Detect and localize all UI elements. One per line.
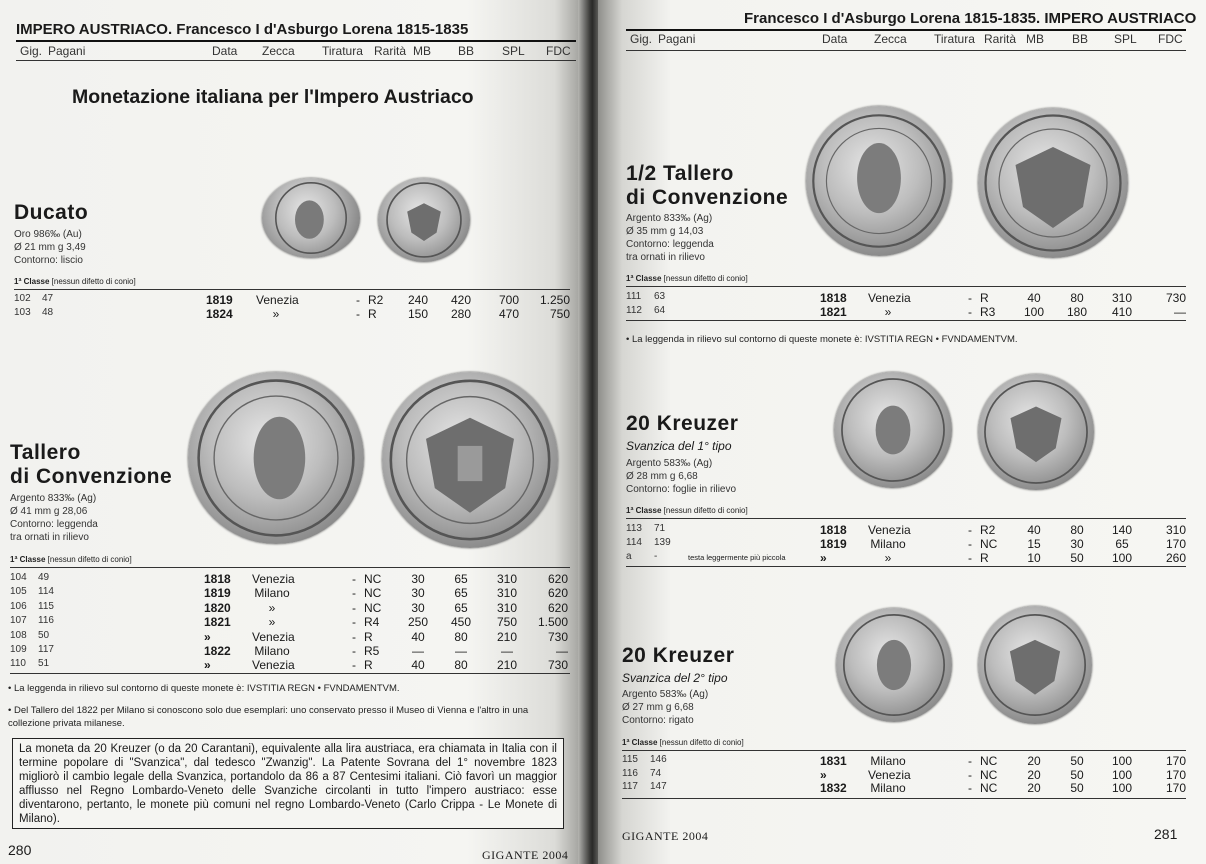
page-number-right: 281 bbox=[1154, 826, 1178, 842]
cell-tir: - bbox=[968, 551, 972, 565]
cell-fdc: 620 bbox=[547, 586, 568, 601]
cell-rar: R bbox=[980, 291, 989, 305]
cell-tir: - bbox=[352, 629, 356, 644]
table-row bbox=[0, 586, 584, 600]
half-tallero-title: 1/2 Tallero di Convenzione bbox=[626, 162, 789, 209]
cell-zecca: Venezia bbox=[868, 523, 911, 537]
cell-zecca: » bbox=[884, 305, 892, 319]
cell-tir: - bbox=[968, 754, 972, 768]
table-row bbox=[0, 293, 584, 307]
cell-mb: 150 bbox=[407, 307, 429, 321]
cell-mb: 20 bbox=[1027, 781, 1041, 795]
kreuzer2-spec: Argento 583‰ (Ag) Ø 27 mm g 6,68 Contorno: rigato bbox=[622, 689, 709, 726]
cell-mb: 40 bbox=[1027, 523, 1041, 537]
left-page: IMPERO AUSTRIACO. Francesco I d'Asburgo Lorena 1815-1835 Gig. Pagani Data Zecca Tiratura Rarità MB BB SPL FDC Monetazione italiana per l'Impero Austriaco Ducato Oro 986‰ (Au) Ø 21 mm g 3,49 Contorno: liscio 1ª Classe [nessun difetto di conio] 102 47 1819 Venezia - R2 240 420 700 1.250 103 48 1824 » - R 150 280 470 750 Tallero di Convenzione Argento 833‰ (Ag) Ø 41 mm g 28,06 Contorno: leggenda tra ornati in rilievo 1ª Classe [nessun difetto di conio] 104 49 1818 Venezia - NC 30 65 310 620 105 114 1819 Milano - NC 30 65 310 620 106 115 1820 » - NC 30 65 310 620 107 116 1821 » - R4 250 450 750 1.500 108 50 » Venezia - R 40 80 210 730 109 117 1822 Milano - R5 — — — — 110 51 » Venezia - R 40 80 210 730 • La leggenda in rilievo sul contorno di queste monete è: IVSTITIA REGN • FVNDAMENTVM. • Del Tallero del 1822 per Milano si conoscono solo due esemplari: uno conservato presso il Museo di Vienna e l'altro in una collezione privata milanese. La moneta da 20 Kreuzer (o da 20 Carantani), equivalente alla lira austriaca, era chiamata in Italia con il termine popolare di "Svanzica", dal tedesco "Zwanzig". La Patente Sovrana del 1° novembre 1823 migliorò il cambio legale della Svanzica, portandolo da 86 a 87 Centesimi italiani. Ciò favorì un maggior afflusso nel Regno Lombardo-Veneto delle Svanziche circolanti in tutto l'impero austriaco: esse diventarono, pertanto, le monete più comuni nel regno Lombardo-Veneto (Carlo Crippa - Le Monete di Milano). 280 GIGANTE 2004 bbox=[0, 0, 584, 864]
cell-fdc: 750 bbox=[549, 307, 570, 321]
cell-pagani: 63 bbox=[654, 291, 666, 302]
cell-mb: 40 bbox=[1027, 291, 1041, 305]
cell-pagani: 146 bbox=[650, 754, 667, 765]
cell-gig: 113 bbox=[626, 523, 642, 534]
table-row bbox=[598, 754, 1198, 768]
cell-gig: 104 bbox=[10, 572, 27, 583]
kreuzer1-classe: 1ª Classe [nessun difetto di conio] bbox=[626, 506, 748, 515]
half-tallero-classe: 1ª Classe [nessun difetto di conio] bbox=[626, 274, 748, 283]
cell-rar: NC bbox=[364, 572, 382, 586]
cell-fdc: 170 bbox=[1165, 754, 1186, 768]
cell-rar: NC bbox=[980, 767, 998, 782]
running-head: IMPERO AUSTRIACO. Francesco I d'Asburgo Lorena 1815-1835 bbox=[16, 21, 469, 38]
cell-spl: 700 bbox=[498, 293, 520, 307]
footer-left: GIGANTE 2004 bbox=[482, 848, 569, 862]
ducato-classe: 1ª Classe [nessun difetto di conio] bbox=[14, 277, 136, 286]
cell-rar: NC bbox=[364, 586, 382, 601]
cell-zecca: Venezia bbox=[868, 291, 911, 305]
ducato-title: Ducato bbox=[14, 201, 89, 224]
cell-zecca: Milano bbox=[254, 586, 290, 601]
cell-gig: 115 bbox=[622, 754, 638, 765]
cell-tir: - bbox=[968, 523, 972, 537]
tallero-spec: Argento 833‰ (Ag) Ø 41 mm g 28,06 Contorno: leggenda tra ornati in rilievo bbox=[10, 493, 98, 543]
cell-pagani: 51 bbox=[38, 658, 50, 670]
cell-fdc: 310 bbox=[1165, 523, 1186, 537]
tallero-classe: 1ª Classe [nessun difetto di conio] bbox=[10, 555, 132, 564]
half-tallero-obverse-coin bbox=[806, 106, 952, 256]
cell-zecca: » bbox=[268, 615, 276, 630]
tallero-reverse-coin bbox=[382, 372, 558, 548]
cell-tir: - bbox=[352, 586, 356, 601]
cell-fdc: — bbox=[1174, 305, 1186, 319]
cell-fdc: 1.250 bbox=[539, 293, 570, 307]
cell-mb: 30 bbox=[411, 600, 425, 615]
cell-fdc: 730 bbox=[547, 658, 568, 673]
cell-zecca: Venezia bbox=[252, 658, 295, 673]
table-row bbox=[0, 307, 584, 321]
cell-zecca: Venezia bbox=[252, 572, 295, 586]
cell-mb: 10 bbox=[1027, 551, 1041, 565]
cell-mb: 100 bbox=[1023, 305, 1045, 319]
cell-data: 1819 bbox=[206, 293, 233, 307]
cell-bb: 450 bbox=[450, 615, 472, 630]
cell-data: 1819 bbox=[204, 586, 231, 601]
cell-fdc: 170 bbox=[1165, 781, 1186, 795]
cell-pagani: - bbox=[654, 551, 658, 562]
cell-data: 1831 bbox=[820, 754, 847, 768]
table-row bbox=[0, 644, 584, 658]
tallero-title: Tallero di Convenzione bbox=[10, 441, 173, 488]
cell-tir: - bbox=[356, 307, 360, 321]
cell-pagani: 74 bbox=[650, 767, 662, 779]
cell-tir: - bbox=[352, 658, 356, 673]
cell-zecca: Venezia bbox=[868, 767, 911, 782]
ducato-spec: Oro 986‰ (Au) Ø 21 mm g 3,49 Contorno: liscio bbox=[14, 229, 86, 266]
cell-rar: NC bbox=[980, 537, 998, 551]
tallero-obverse-coin bbox=[188, 372, 364, 544]
cell-gig: 117 bbox=[622, 781, 638, 792]
cell-spl: 310 bbox=[496, 586, 518, 601]
footer-right: GIGANTE 2004 bbox=[622, 829, 709, 843]
kreuzer1-subtitle: Svanzica del 1° tipo bbox=[626, 439, 732, 453]
cell-rar: NC bbox=[364, 600, 382, 615]
running-head: Francesco I d'Asburgo Lorena 1815-1835. IMPERO AUSTRIACO bbox=[744, 10, 1197, 27]
table-row bbox=[0, 658, 584, 672]
cell-data: 1819 bbox=[820, 537, 847, 551]
kreuzer2-classe: 1ª Classe [nessun difetto di conio] bbox=[622, 738, 744, 747]
tallero-note-1: • La leggenda in rilievo sul contorno di queste monete è: IVSTITIA REGN • FVNDAMENTVM. bbox=[8, 683, 400, 694]
half-tallero-spec: Argento 833‰ (Ag) Ø 35 mm g 14,03 Contorno: leggenda tra ornati in rilievo bbox=[626, 213, 714, 263]
cell-mb: 250 bbox=[407, 615, 429, 630]
cell-gig: 110 bbox=[10, 658, 26, 670]
cell-pagani: 115 bbox=[38, 600, 54, 612]
cell-bb: 420 bbox=[450, 293, 472, 307]
header-rule-thin bbox=[16, 60, 576, 61]
cell-zecca: » bbox=[268, 600, 276, 615]
half-tallero-reverse-coin bbox=[978, 108, 1128, 258]
table-row bbox=[598, 523, 1198, 537]
cell-data: 1818 bbox=[820, 291, 847, 305]
cell-gig: 105 bbox=[10, 586, 27, 598]
cell-data: 1824 bbox=[206, 307, 233, 321]
cell-rar: NC bbox=[980, 781, 998, 795]
kreuzer1-obverse-coin bbox=[834, 372, 952, 488]
cell-spl: 100 bbox=[1111, 551, 1133, 565]
cell-mb: — bbox=[412, 644, 424, 658]
cell-data: 1822 bbox=[204, 644, 231, 658]
cell-bb: 280 bbox=[450, 307, 472, 321]
cell-gig: 111 bbox=[626, 291, 642, 302]
header-rule-thin bbox=[626, 50, 1186, 51]
table-row bbox=[0, 601, 584, 615]
cell-spl: 100 bbox=[1111, 754, 1133, 768]
cell-fdc: — bbox=[556, 644, 568, 658]
cell-pagani: 49 bbox=[38, 572, 50, 583]
cell-bb: — bbox=[455, 644, 467, 658]
cell-gig: 109 bbox=[10, 644, 27, 655]
cell-data: 1820 bbox=[204, 600, 231, 615]
table-row bbox=[0, 615, 584, 629]
cell-rar: R bbox=[364, 629, 373, 644]
page-number-left: 280 bbox=[8, 842, 32, 858]
cell-data: 1818 bbox=[204, 572, 231, 586]
cell-rar: R bbox=[980, 551, 989, 565]
cell-fdc: 620 bbox=[547, 572, 568, 586]
cell-gig: 103 bbox=[14, 307, 31, 318]
cell-gig: a bbox=[626, 551, 632, 562]
kreuzer2-title: 20 Kreuzer bbox=[622, 644, 735, 667]
cell-data: 1818 bbox=[820, 523, 847, 537]
cell-data: » bbox=[204, 629, 211, 644]
cell-bb: 180 bbox=[1066, 305, 1088, 319]
cell-tir: - bbox=[352, 615, 356, 630]
cell-bb: 80 bbox=[1070, 291, 1084, 305]
cell-spl: 100 bbox=[1111, 781, 1133, 795]
cell-spl: 310 bbox=[496, 600, 518, 615]
cell-mb: 30 bbox=[411, 586, 425, 601]
cell-tir: - bbox=[968, 291, 972, 305]
cell-pagani: 114 bbox=[38, 586, 54, 598]
kreuzer1-spec: Argento 583‰ (Ag) Ø 28 mm g 6,68 Contorno: foglie in rilievo bbox=[626, 458, 737, 495]
table-row bbox=[598, 768, 1198, 782]
cell-spl: 310 bbox=[1111, 291, 1133, 305]
cell-spl: 140 bbox=[1111, 523, 1133, 537]
cell-gig: 102 bbox=[14, 293, 31, 304]
header-rule bbox=[626, 29, 1186, 31]
cell-tir: - bbox=[968, 767, 972, 782]
cell-bb: 50 bbox=[1070, 754, 1084, 768]
cell-fdc: 730 bbox=[1165, 291, 1186, 305]
cell-rar: R3 bbox=[980, 305, 996, 319]
cell-pagani: 64 bbox=[654, 305, 666, 316]
cell-rar: R bbox=[368, 307, 377, 321]
cell-data: 1821 bbox=[820, 305, 847, 319]
kreuzer2-reverse-coin bbox=[978, 606, 1092, 724]
cell-gig: 116 bbox=[622, 767, 638, 779]
cell-bb: 65 bbox=[454, 586, 468, 601]
cell-data: 1832 bbox=[820, 781, 847, 795]
kreuzer1-title: 20 Kreuzer bbox=[626, 412, 739, 435]
ducato-obverse-coin bbox=[262, 178, 360, 258]
cell-fdc: 260 bbox=[1165, 551, 1186, 565]
cell-bb: 80 bbox=[454, 658, 468, 673]
cell-data: » bbox=[820, 551, 827, 565]
cell-mb: 40 bbox=[411, 658, 425, 673]
cell-rar: R5 bbox=[364, 644, 380, 658]
main-title: Monetazione italiana per l'Impero Austriaco bbox=[72, 86, 474, 108]
cell-zecca: Milano bbox=[870, 781, 906, 795]
cell-data: 1821 bbox=[204, 615, 231, 630]
table-row bbox=[0, 630, 584, 644]
cell-rar: R2 bbox=[980, 523, 996, 537]
cell-pagani: 48 bbox=[42, 307, 54, 318]
cell-rar: R2 bbox=[368, 293, 384, 307]
cell-spl: 470 bbox=[498, 307, 520, 321]
cell-bb: 80 bbox=[1070, 523, 1084, 537]
table-row bbox=[598, 781, 1198, 795]
cell-pagani: 147 bbox=[650, 781, 667, 792]
table-row bbox=[598, 305, 1198, 319]
cell-fdc: 1.500 bbox=[537, 615, 568, 630]
cell-zecca: » bbox=[884, 551, 892, 565]
cell-rar: R bbox=[364, 658, 373, 673]
cell-mb: 40 bbox=[411, 629, 425, 644]
cell-spl: 65 bbox=[1115, 537, 1129, 551]
cell-pagani: 47 bbox=[42, 293, 54, 304]
table-row bbox=[0, 572, 584, 586]
cell-fdc: 620 bbox=[547, 600, 568, 615]
cell-tir: - bbox=[352, 572, 356, 586]
cell-pagani: 139 bbox=[654, 537, 671, 548]
cell-mb: 20 bbox=[1027, 754, 1041, 768]
cell-pagani: 50 bbox=[38, 629, 50, 641]
header-rule bbox=[16, 40, 576, 42]
cell-rar: NC bbox=[980, 754, 998, 768]
table-row bbox=[598, 537, 1198, 551]
cell-data: » bbox=[204, 658, 211, 673]
cell-pagani: 116 bbox=[38, 615, 54, 627]
cell-fdc: 170 bbox=[1165, 767, 1186, 782]
cell-tir: - bbox=[968, 781, 972, 795]
cell-gig: 106 bbox=[10, 600, 27, 612]
cell-spl: 210 bbox=[496, 629, 518, 644]
cell-tir: - bbox=[352, 600, 356, 615]
cell-mb: 20 bbox=[1027, 767, 1041, 782]
cell-mb: 15 bbox=[1027, 537, 1041, 551]
half-tallero-note: • La leggenda in rilievo sul contorno di queste monete è: IVSTITIA REGN • FVNDAMENTVM. bbox=[626, 334, 1018, 345]
cell-zecca: Venezia bbox=[256, 293, 299, 307]
cell-rar: R4 bbox=[364, 615, 380, 630]
cell-spl: 210 bbox=[496, 658, 518, 673]
cell-pagani: 117 bbox=[38, 644, 54, 655]
cell-spl: — bbox=[501, 644, 513, 658]
cell-gig: 107 bbox=[10, 615, 27, 627]
cell-zecca: » bbox=[272, 307, 280, 321]
right-page: Francesco I d'Asburgo Lorena 1815-1835. IMPERO AUSTRIACO Gig. Pagani Data Zecca Tiratura Rarità MB BB SPL FDC 1/2 Tallero di Convenzione Argento 833‰ (Ag) Ø 35 mm g 14,03 Contorno: leggenda tra ornati in rilievo 1ª Classe [nessun difetto di conio] 111 63 1818 Venezia - R 40 80 310 730 112 64 1821 » - R3 100 180 410 — • La leggenda in rilievo sul contorno di queste monete è: IVSTITIA REGN • FVNDAMENTVM. 20 Kreuzer Svanzica del 1° tipo Argento 583‰ (Ag) Ø 28 mm g 6,68 Contorno: foglie in rilievo 1ª Classe [nessun difetto di conio] 113 71 1818 Venezia - R2 40 80 140 310 114 139 1819 Milano - NC 15 30 65 170 a - testa leggermente più piccola » » - R 10 50 100 260 20 Kreuzer Svanzica del 2° tipo Argento 583‰ (Ag) Ø 27 mm g 6,68 Contorno: rigato 1ª Classe [nessun difetto di conio] 115 146 1831 Milano - NC 20 50 100 170 116 74 » Venezia - NC 20 50 100 170 117 147 1832 Milano - NC 20 50 100 170 GIGANTE 2004 281 bbox=[598, 0, 1206, 864]
kreuzer2-obverse-coin bbox=[836, 608, 952, 722]
cell-zecca: Milano bbox=[870, 754, 906, 768]
cell-data: » bbox=[820, 767, 827, 782]
cell-mb: 240 bbox=[407, 293, 429, 307]
kreuzer1-reverse-coin bbox=[978, 374, 1094, 490]
cell-mb: 30 bbox=[411, 572, 425, 586]
cell-bb: 50 bbox=[1070, 767, 1084, 782]
cell-fdc: 170 bbox=[1165, 537, 1186, 551]
cell-gig: 108 bbox=[10, 629, 27, 641]
table-row bbox=[598, 551, 1198, 565]
kreuzer2-subtitle: Svanzica del 2° tipo bbox=[622, 671, 728, 685]
cell-extra: testa leggermente più piccola bbox=[688, 553, 786, 562]
cell-zecca: Venezia bbox=[252, 629, 295, 644]
cell-spl: 410 bbox=[1111, 305, 1133, 319]
cell-bb: 80 bbox=[454, 629, 468, 644]
cell-tir: - bbox=[968, 537, 972, 551]
cell-tir: - bbox=[352, 644, 356, 658]
cell-fdc: 730 bbox=[547, 629, 568, 644]
cell-spl: 310 bbox=[496, 572, 518, 586]
cell-zecca: Milano bbox=[254, 644, 290, 658]
table-row bbox=[598, 291, 1198, 305]
cell-zecca: Milano bbox=[870, 537, 906, 551]
cell-gig: 114 bbox=[626, 537, 642, 548]
cell-spl: 100 bbox=[1111, 767, 1133, 782]
tallero-note-2: • Del Tallero del 1822 per Milano si conoscono solo due esemplari: uno conservato presso il Museo di Vienna e l'altro in una collezione privata milanese. bbox=[8, 705, 529, 729]
cell-pagani: 71 bbox=[654, 523, 666, 534]
ducato-reverse-coin bbox=[378, 178, 470, 262]
svanzica-info-box: La moneta da 20 Kreuzer (o da 20 Carantani), equivalente alla lira austriaca, era chiamata in Italia con il termine popolare di "Svanzica", dal tedesco "Zwanzig". La Patente Sovrana del 1° novembre 1823 migliorò il cambio legale della Svanzica, portandolo da 86 a 87 Centesimi italiani. Ciò favorì un maggior afflusso nel Regno Lombardo-Veneto delle Svanziche circolanti in tutto l'impero austriaco: esse diventarono, pertanto, le monete più comuni nel regno Lombardo-Veneto (Carlo Crippa - Le Monete di Milano). bbox=[12, 738, 564, 829]
cell-gig: 112 bbox=[626, 305, 642, 316]
cell-tir: - bbox=[356, 293, 360, 307]
cell-bb: 50 bbox=[1070, 551, 1084, 565]
cell-bb: 50 bbox=[1070, 781, 1084, 795]
cell-tir: - bbox=[968, 305, 972, 319]
cell-bb: 65 bbox=[454, 572, 468, 586]
cell-spl: 750 bbox=[496, 615, 518, 630]
cell-bb: 30 bbox=[1070, 537, 1084, 551]
cell-bb: 65 bbox=[454, 600, 468, 615]
